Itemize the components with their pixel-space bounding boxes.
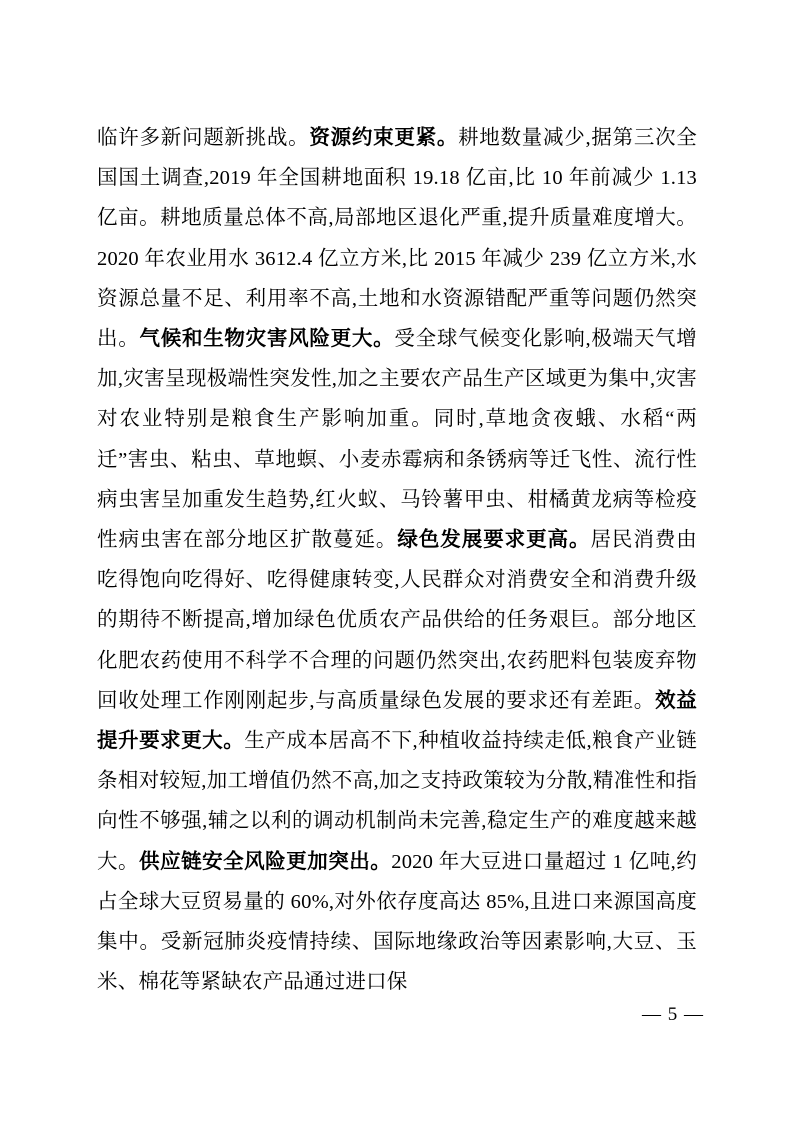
body-text-run: 生产成本居高不下,种植收益持续走低,粮食产业链条相对较短,加工增值仍然不高,加之支持政策较为分散,精准性和指向性不够强,辅之以利的调动机制尚未完善,稳定生产的难度越来越大。 (97, 730, 697, 873)
body-text-emphasis: 供应链安全风险更加突出。 (139, 850, 392, 873)
body-text-run: 2020 年大豆进口量超过 1 亿吨,约占全球大豆贸易量的 60%,对外依存度高达 85%,且进口来源国高度集中。受新冠肺炎疫情持续、国际地缘政治等因素影响,大豆、玉米、棉花等紧缺农产品通过进口保 (97, 850, 697, 994)
body-paragraph (97, 118, 697, 1002)
body-text-emphasis: 绿色发展要求更高。 (397, 529, 591, 552)
body-text-emphasis: 效益提升要求更大。 (97, 689, 698, 753)
body-text-run: 临许多新问题新挑战。 (97, 127, 310, 149)
page-content (97, 118, 697, 1002)
body-text-run: 受全球气候变化影响,极端天气增加,灾害呈现极端性突发性,加之主要农产品生产区域更为集中,灾害对农业特别是粮食生产影响加重。同时,草地贪夜蛾、水稻“两迁”害虫、粘虫、草地螟、小麦赤霉病和条锈病等迁飞性、流行性病虫害呈加重发生趋势,红火蚁、马铃薯甲虫、柑橘黄龙病等检疫性病虫害在部分地区扩散蔓延。 (97, 328, 697, 552)
body-text-run: 耕地数量减少,据第三次全国国土调查,2019 年全国耕地面积 19.18 亿亩,比 10 年前减少 1.13 亿亩。耕地质量总体不高,局部地区退化严重,提升质量难度增大。2020 年农业用水 3612.4 亿立方米,比 2015 年减少 239 亿立方米,水资源总量不足、利用率不高,土地和水资源错配严重等问题仍然突出。 (97, 127, 698, 351)
page-number: — 5 — (642, 1004, 704, 1025)
body-text-emphasis: 气候和生物灾害风险更大。 (139, 328, 395, 351)
body-text-run: 居民消费由吃得饱向吃得好、吃得健康转变,人民群众对消费安全和消费升级的期待不断提高,增加绿色优质农产品供给的任务艰巨。部分地区化肥农药使用不科学不合理的问题仍然突出,农药肥料包装废弃物回收处理工作刚刚起步,与高质量绿色发展的要求还有差距。 (97, 529, 697, 712)
body-text-emphasis: 资源约束更紧。 (309, 127, 459, 149)
page-footer (0, 1000, 794, 1040)
